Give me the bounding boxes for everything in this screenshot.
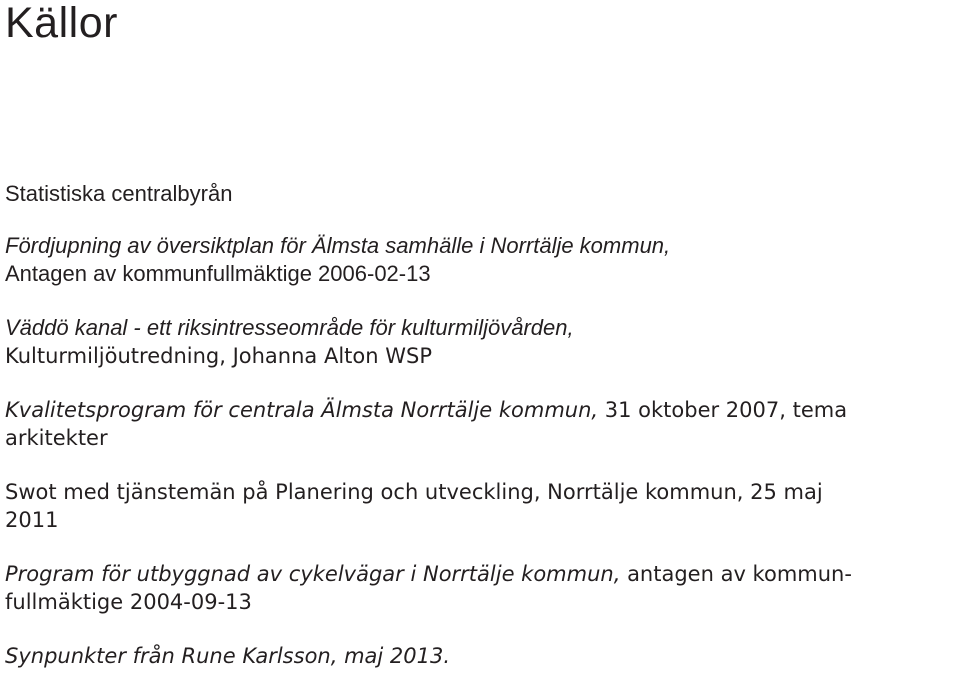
source-entry-vaddo (5, 314, 955, 370)
source-entry-statistics (5, 180, 955, 208)
source-program-adopted: antagen av kommun- (620, 562, 852, 586)
source-program-title: Program för utbyggnad av cykelvägar i Norrtälje kommun, (5, 562, 621, 586)
source-fordjupning-title: Fördjupning av översiktplan för Älmsta samhälle i Norrtälje kommun, (5, 233, 671, 258)
source-kvalitet-theme: arkitekter (5, 426, 108, 450)
source-swot-line1: Swot med tjänstemän på Planering och utveckling, Norrtälje kommun, 25 maj (5, 480, 823, 504)
source-vaddo-note: Kulturmiljöutredning, Johanna Alton WSP (5, 344, 432, 368)
source-fordjupning-note: Antagen av kommunfullmäktige 2006-02-13 (5, 261, 431, 286)
source-kvalitet-title: Kvalitetsprogram för centrala Älmsta Norrtälje kommun, (5, 398, 599, 422)
source-synpunkter: Synpunkter från Rune Karlsson, maj 2013. (5, 644, 451, 668)
source-entry-synpunkter (5, 642, 955, 670)
source-statistics: Statistiska centralbyrån (5, 181, 233, 206)
source-entry-swot (5, 478, 955, 534)
source-entry-fordjupning (5, 232, 955, 288)
source-vaddo-title: Väddö kanal - ett riksintresseområde för kulturmiljövården, (5, 315, 574, 340)
source-program-date: fullmäktige 2004-09-13 (5, 590, 252, 614)
source-list (5, 180, 955, 690)
page-title: Källor (5, 0, 118, 47)
source-swot-line2: 2011 (5, 508, 59, 532)
source-entry-program (5, 560, 955, 616)
source-entry-kvalitet (5, 396, 955, 452)
source-kvalitet-date: 31 oktober 2007, tema (598, 398, 848, 422)
